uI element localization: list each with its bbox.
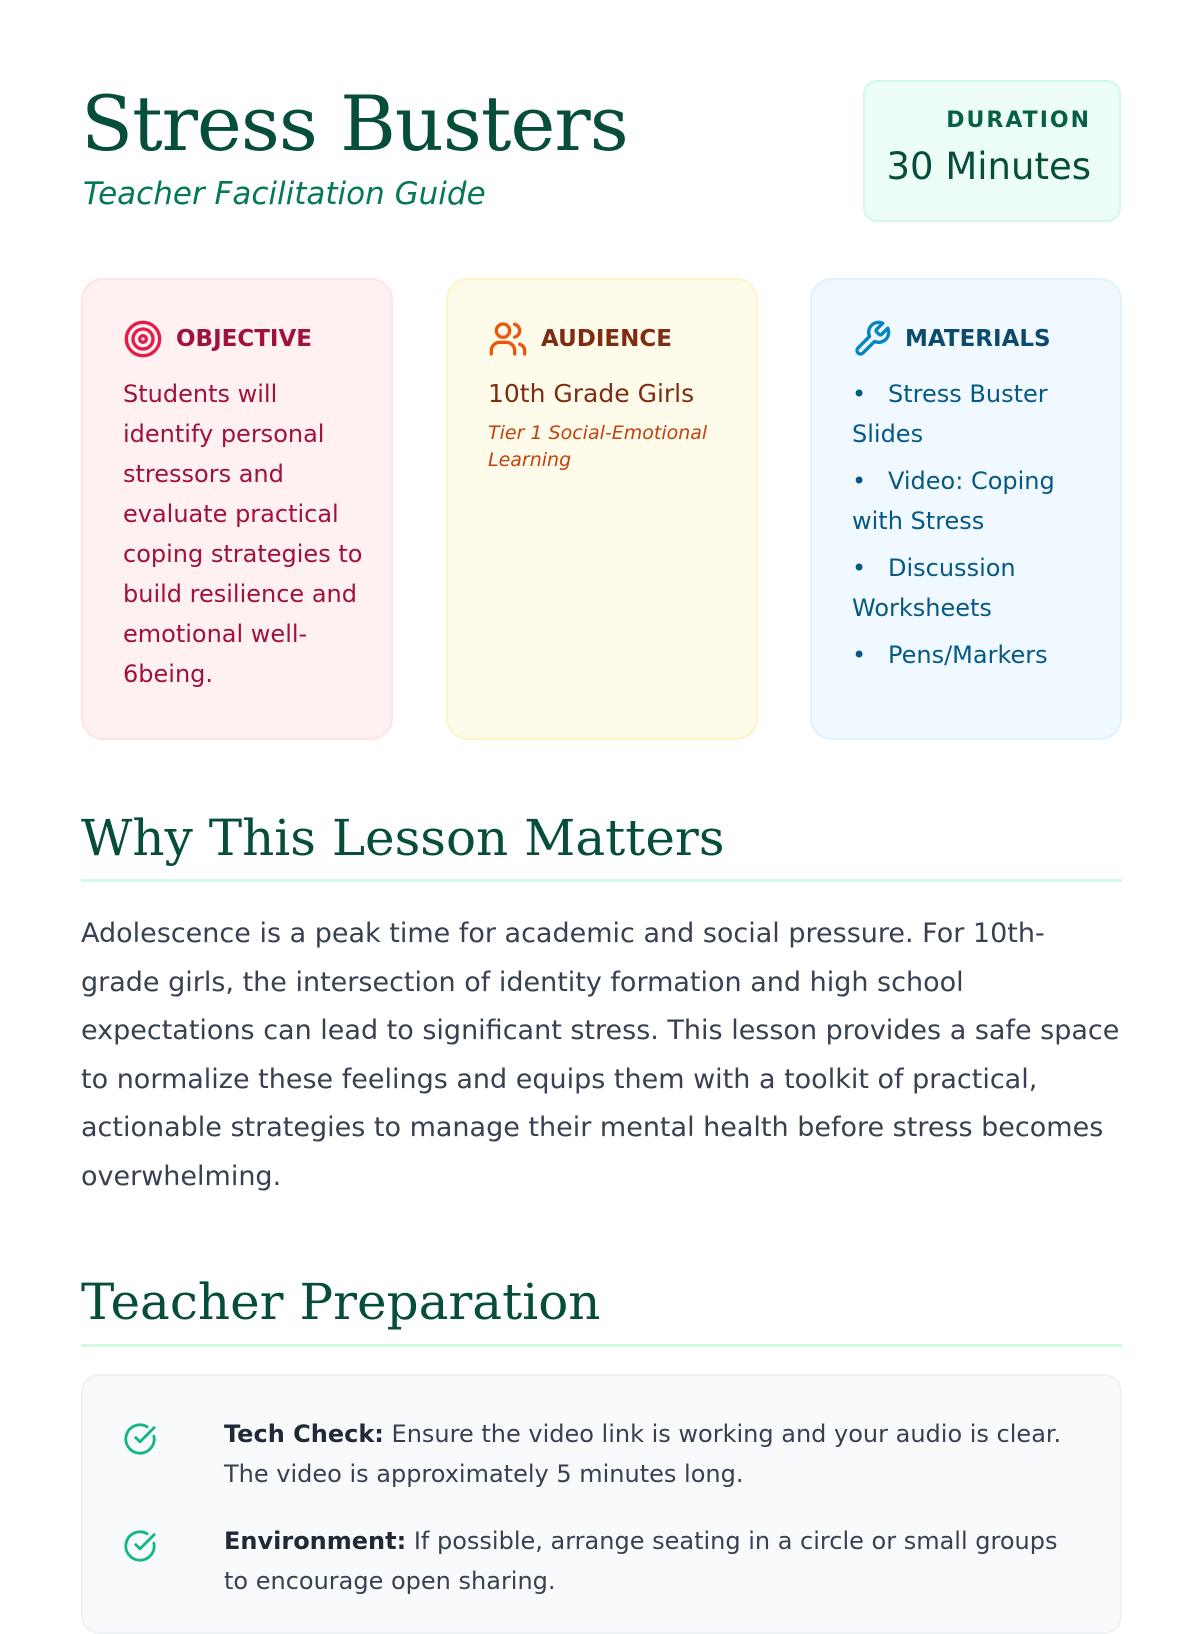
users-icon [488, 319, 528, 359]
prep-item-text: Tech Check: Ensure the video link is working and your audio is clear. The video is approximately 5 minutes long. [224, 1420, 1062, 1488]
prep-item [123, 1414, 1063, 1494]
why-paragraph: Adolescence is a peak time for academic and social pressure. For 10th-grade girls, the intersection of identity formation and high school expectations can lead to significant stress. This lesson provides a safe space to normalize these feelings and equips them with a toolkit of practical, actionable strategies to manage their mental health before stress becomes overwhelming. [81, 918, 1120, 1192]
wrench-icon [852, 319, 892, 359]
why-section-title: Why This Lesson Matters [81, 809, 725, 867]
list-item: • Pens/Markers [852, 635, 1100, 675]
duration-badge [863, 80, 1121, 222]
materials-heading: MATERIALS [905, 326, 1051, 352]
bullet-icon: • [852, 467, 867, 495]
duration-label: DURATION [946, 108, 1091, 133]
prep-item-text: Environment: If possible, arrange seating in a circle or small groups to encourage open sharing. [224, 1527, 1058, 1595]
section-divider [81, 879, 1122, 882]
audience-sub: Tier 1 Social-Emotional Learning [488, 422, 708, 471]
bullet-icon: • [852, 641, 867, 669]
objective-header [123, 318, 371, 360]
prep-box [81, 1374, 1122, 1634]
check-circle-icon [123, 1529, 157, 1563]
prep-item-label: Tech Check: [224, 1420, 384, 1448]
target-icon [123, 319, 163, 359]
prep-item [123, 1521, 1063, 1601]
objective-card [81, 278, 393, 740]
page-title: Stress Busters [81, 79, 628, 168]
objective-text: Students will identify personal stressors and evaluate practical coping strategies to build resilience and emotional well-6being. [123, 380, 363, 688]
list-item: • Video: Coping with Stress [852, 461, 1100, 541]
materials-card [810, 278, 1122, 740]
audience-card [446, 278, 758, 740]
section-divider [81, 1344, 1122, 1347]
audience-heading: AUDIENCE [541, 326, 672, 352]
list-item: • Stress Buster Slides [852, 374, 1100, 454]
audience-header [488, 318, 736, 360]
page-subtitle: Teacher Facilitation Guide [83, 176, 486, 212]
materials-list [852, 374, 1100, 675]
prep-section-title: Teacher Preparation [81, 1273, 601, 1331]
objective-heading: OBJECTIVE [176, 326, 312, 352]
audience-main: 10th Grade Girls [488, 379, 695, 408]
check-circle-icon [123, 1422, 157, 1456]
materials-header [852, 318, 1100, 360]
duration-value: 30 Minutes [886, 145, 1091, 188]
list-item: • Discussion Worksheets [852, 548, 1100, 628]
bullet-icon: • [852, 380, 867, 408]
bullet-icon: • [852, 554, 867, 582]
prep-item-label: Environment: [224, 1527, 407, 1555]
